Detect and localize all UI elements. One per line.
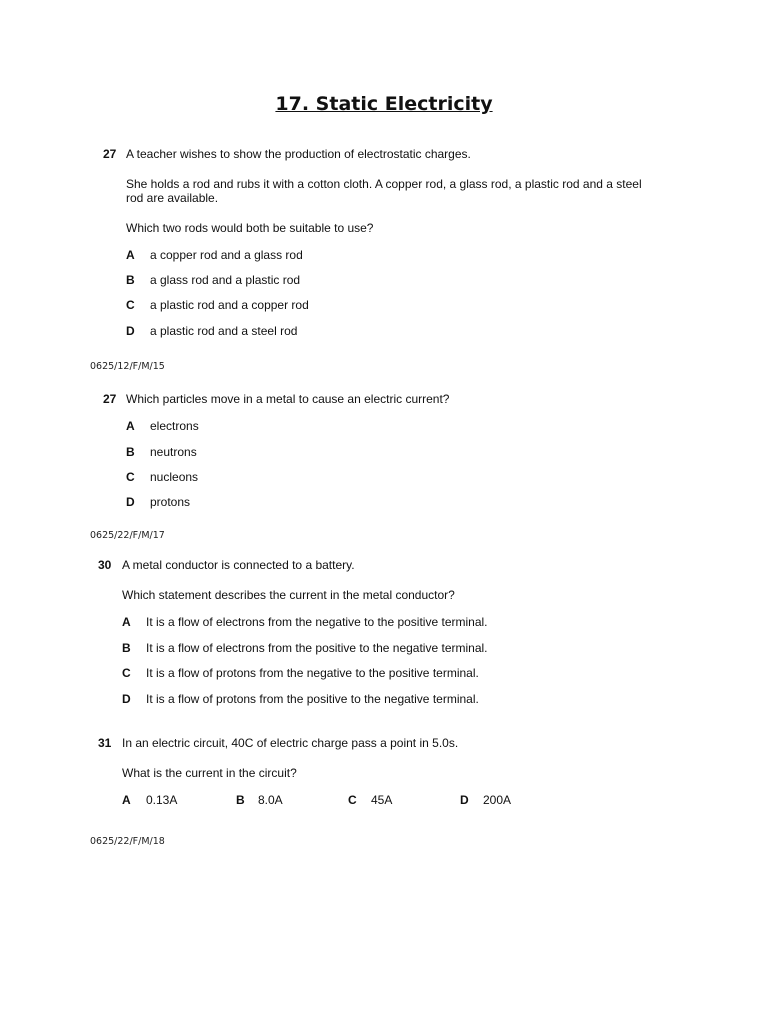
option-text: 8.0A	[258, 793, 283, 807]
option-text: a plastic rod and a copper rod	[150, 298, 309, 312]
option-letter: B	[236, 793, 245, 807]
option-text: electrons	[150, 419, 199, 433]
page-title: 17. Static Electricity	[275, 93, 493, 115]
option-letter: D	[460, 793, 469, 807]
option-letter: B	[126, 273, 135, 287]
source-code: 0625/22/F/M/18	[90, 836, 165, 847]
option-letter: A	[122, 793, 131, 807]
option-text: It is a flow of electrons from the negative to the positive terminal.	[146, 615, 488, 629]
option-letter: B	[122, 641, 131, 655]
option-text: 200A	[483, 793, 512, 807]
question-number: 30	[98, 558, 112, 572]
option-text: a copper rod and a glass rod	[150, 248, 303, 262]
option-letter: D	[122, 692, 131, 706]
question-stem: A metal conductor is connected to a battery.	[122, 558, 355, 572]
option-letter: C	[126, 298, 135, 312]
option-text: It is a flow of protons from the negative to the positive terminal.	[146, 666, 479, 680]
option-text: a glass rod and a plastic rod	[150, 273, 301, 287]
question-stem: Which particles move in a metal to cause an electric current?	[126, 392, 450, 406]
source-code: 0625/22/F/M/17	[90, 530, 165, 541]
option-text: nucleons	[150, 470, 199, 484]
question-prompt: Which statement describes the current in the metal conductor?	[122, 588, 455, 602]
source-code: 0625/12/F/M/15	[90, 361, 165, 372]
option-letter: D	[126, 495, 135, 509]
option-letter: C	[348, 793, 357, 807]
question-stem: A teacher wishes to show the production of electrostatic charges.	[126, 147, 471, 161]
option-letter: A	[126, 419, 135, 433]
question-prompt: Which two rods would both be suitable to use?	[126, 221, 374, 235]
option-letter: A	[122, 615, 131, 629]
question-stem: In an electric circuit, 40C of electric charge pass a point in 5.0s.	[122, 736, 459, 750]
option-text: 0.13A	[146, 793, 178, 807]
option-text: protons	[150, 495, 191, 509]
option-text: 45A	[371, 793, 393, 807]
question-number: 27	[103, 147, 117, 161]
question-prompt: What is the current in the circuit?	[122, 766, 297, 780]
option-letter: D	[126, 324, 135, 338]
option-letter: C	[126, 470, 135, 484]
option-letter: B	[126, 445, 135, 459]
option-text: It is a flow of electrons from the positive to the negative terminal.	[146, 641, 488, 655]
option-text: a plastic rod and a steel rod	[150, 324, 298, 338]
question-number: 31	[98, 736, 112, 750]
question-number: 27	[103, 392, 117, 406]
option-text: It is a flow of protons from the positive to the negative terminal.	[146, 692, 479, 706]
question-context: rod are available.	[126, 191, 219, 205]
question-context: She holds a rod and rubs it with a cotton cloth. A copper rod, a glass rod, a plastic rod and a steel	[126, 177, 642, 191]
option-letter: C	[122, 666, 131, 680]
option-letter: A	[126, 248, 135, 262]
option-text: neutrons	[150, 445, 197, 459]
